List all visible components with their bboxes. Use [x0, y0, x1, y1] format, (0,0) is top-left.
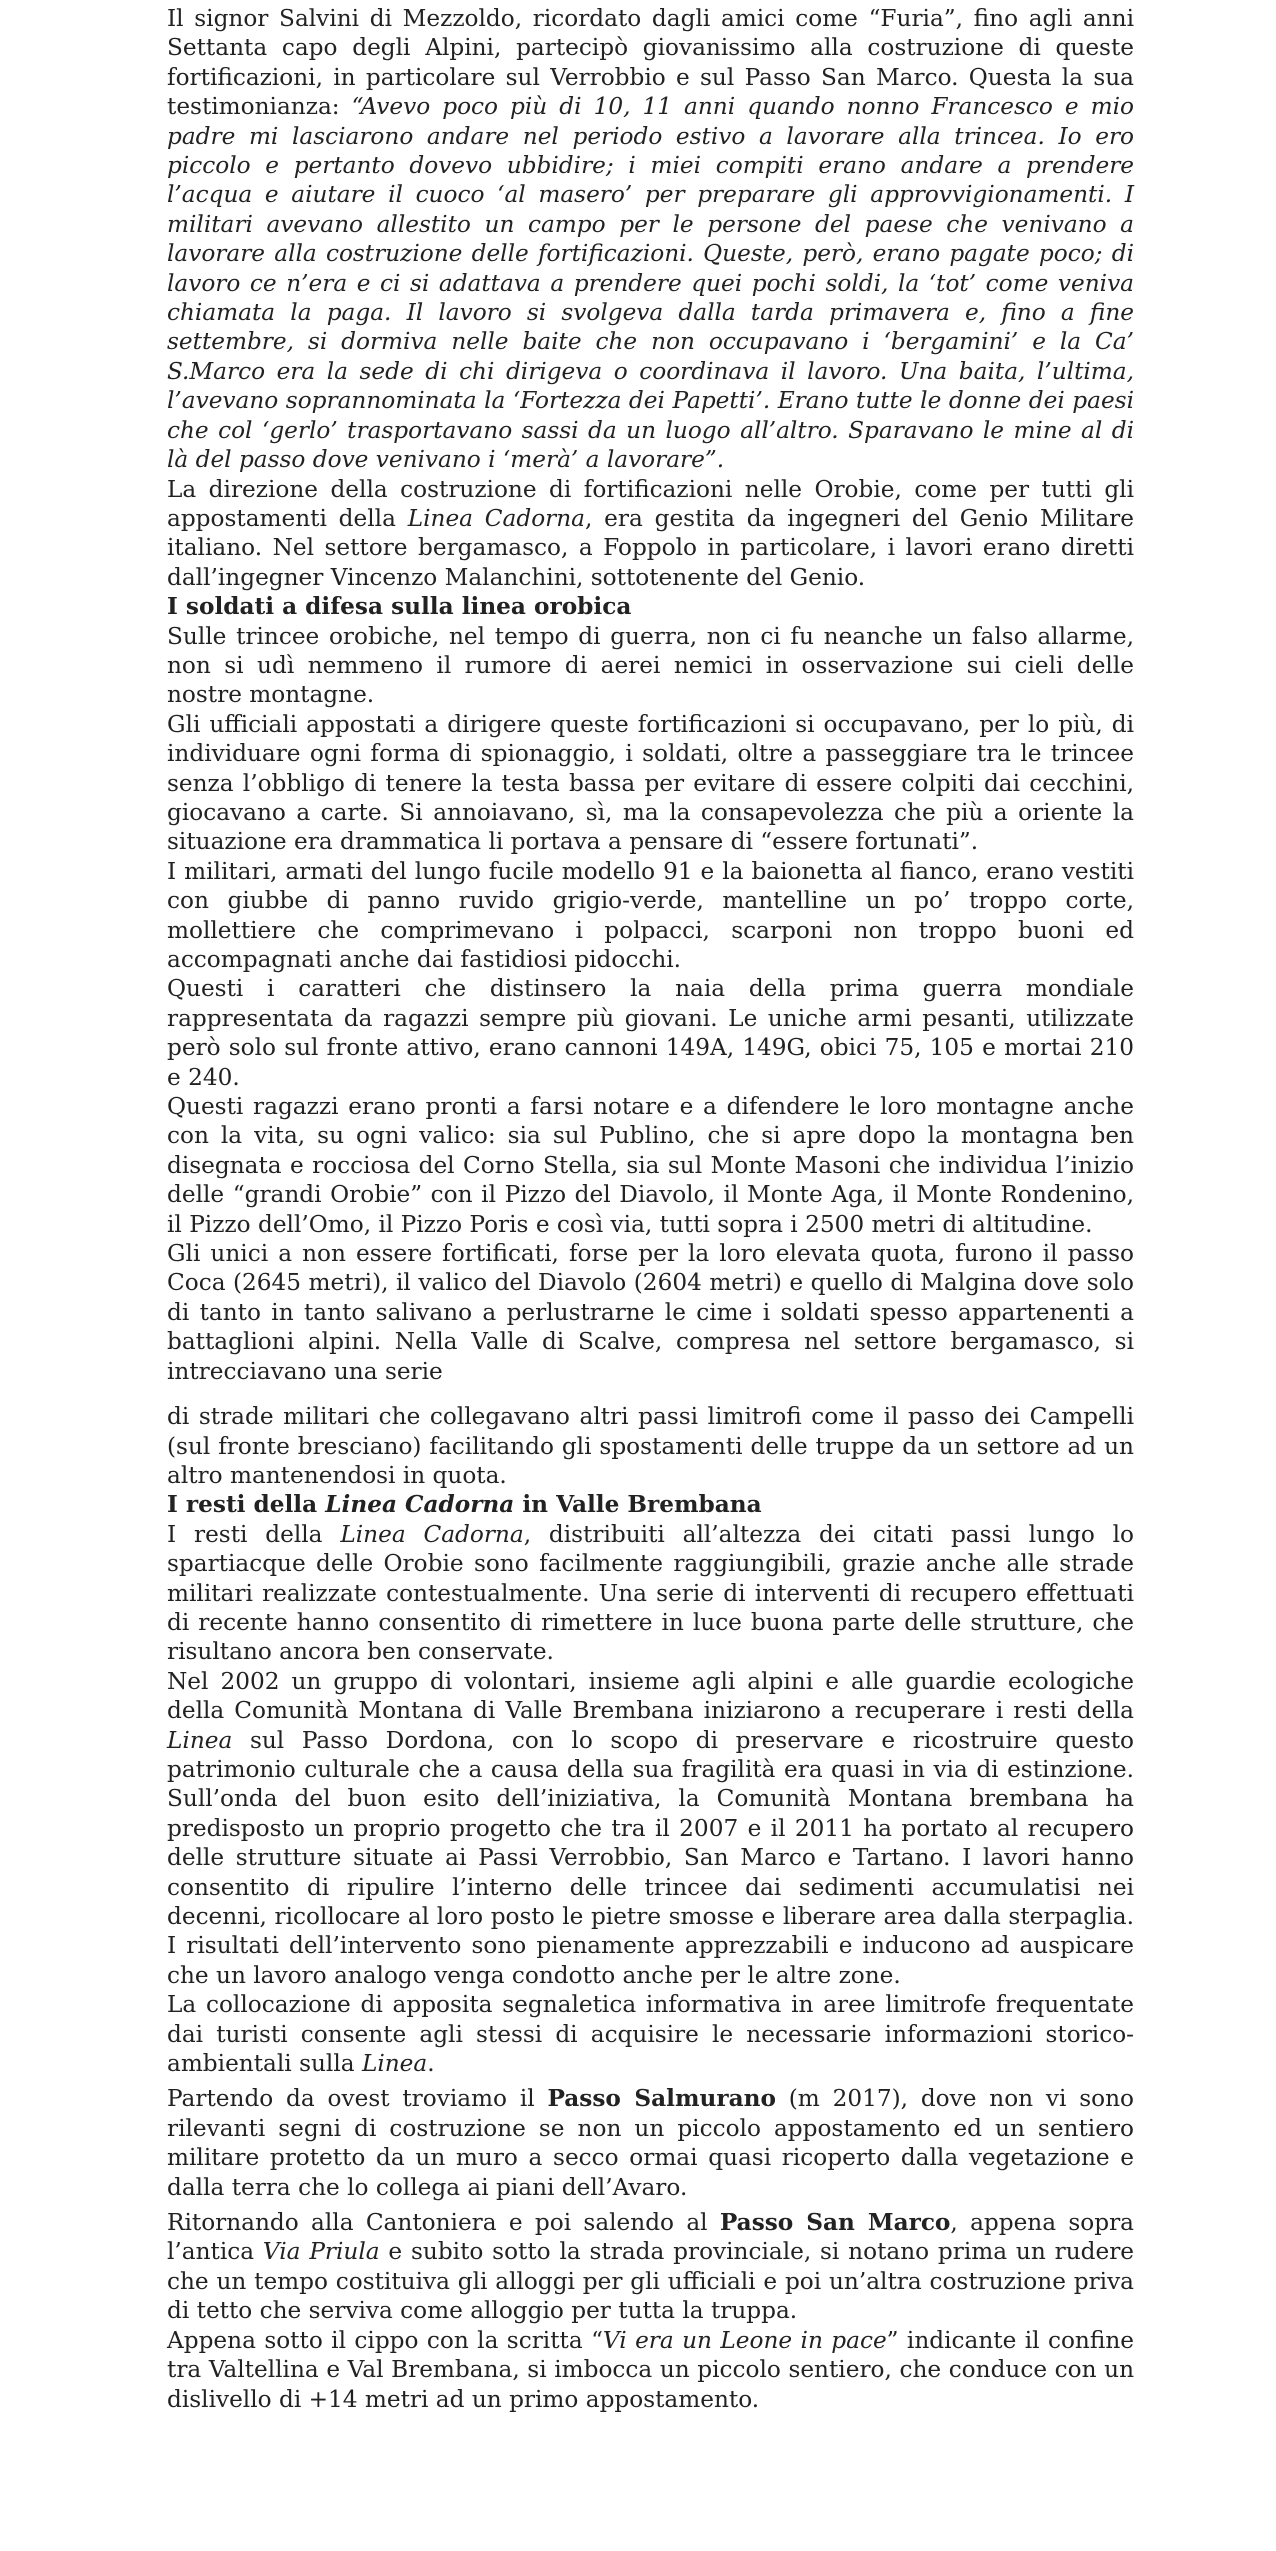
italic-term: Linea Cadorna	[340, 1520, 524, 1548]
paragraph-text: sul Passo Dordona, con lo scopo di preservare e ricostruire questo patrimonio culturale che a causa della sua fragilità era quasi in via di estinzione. Sull’onda del buon esito dell’iniziativa, la Comunità Montana brembana ha predisposto un proprio progetto che tra il 2007 e il 2011 ha portato al recupero delle strutture situate ai Passi Verrobbio, San Marco e Tartano. I lavori hanno consentito di ripulire l’interno delle trincee dai sedimenti accumulatisi nei decenni, ricollocare al loro posto le pietre smosse e liberare area dalla sterpaglia. I risultati dell’intervento sono pienamente apprezzabili e inducono ad auspicare che un lavoro analogo venga condotto anche per le altre zone.	[167, 1726, 1134, 1989]
quoted-testimony: “Avevo poco più di 10, 11 anni quando nonno Francesco e mio padre mi lasciarono andare nel periodo estivo a lavorare alla trincea. Io ero piccolo e pertanto dovevo ubbidire; i miei compiti erano andare a prendere l’acqua e aiutare il cuoco ‘al masero’ per preparare gli approvvigionamenti. I militari avevano allestito un campo per le persone del paese che venivano a lavorare alla costruzione delle fortificazioni. Queste, però, erano pagate poco; di lavoro ce n’era e ci si adattava a prendere quei pochi soldi, la ‘tot’ come veniva chiamata la paga. Il lavoro si svolgeva dalla tarda primavera e, fino a fine settembre, si dormiva nelle baite che non occupavano i ‘bergamini’ e la Ca’ S.Marco era la sede di chi dirigeva o coordinava il lavoro. Una baita, l’ultima, l’avevano soprannominata la ‘Fortezza dei Papetti’. Erano tutte le donne dei paesi che col ‘gerlo’ trasportavano sassi da un luogo all’altro. Sparavano le mine al di là del passo dove venivano i ‘merà’ a lavorare”.	[167, 93, 1135, 474]
paragraph-direzione	[167, 475, 1134, 593]
paragraph-text: La collocazione di apposita segnaletica informativa in aree limitrofe frequentate dai turisti consente agli stessi di acquisire le necessarie informazioni storico-ambientali sulla	[167, 1991, 1134, 2078]
paragraph-segnaletica	[167, 1990, 1134, 2078]
italic-term: Linea	[167, 1726, 233, 1754]
paragraph-non-fortificati: Gli unici a non essere fortificati, forse per la loro elevata quota, furono il passo Coca (2645 metri), il valico del Diavolo (2604 metri) e quello di Malgina dove solo di tanto in tanto salivano a perlustrarne le cime i soldati spesso appartenenti a battaglioni alpini. Nella Valle di Scalve, compresa nel settore bergamasco, si intrecciavano una serie	[167, 1240, 1134, 1385]
paragraph-text: (m 2017), dove non vi sono rilevanti segni di costruzione se non un piccolo appostamento ed un sentiero militare protetto da un muro a secco ormai quasi ricoperto dalla vegetazione e dalla terra che lo collega ai piani dell’Avaro.	[167, 2085, 1134, 2201]
paragraph-text: La direzione della costruzione di fortificazioni nelle Orobie, come per tutti gli appostamenti della	[167, 475, 1134, 532]
paragraph-salmurano	[167, 2084, 1134, 2202]
paragraph-strade-militari: di strade militari che collegavano altri passi limitrofi come il passo dei Campelli (sul fronte bresciano) facilitando gli spostamenti delle truppe da un settore ad un altro mantenendosi in quota.	[167, 1403, 1134, 1489]
paragraph-volontari	[167, 1667, 1134, 1990]
paragraph-text: ” indicante il confine tra Valtellina e Val Brembana, si imbocca un piccolo sentiero, che conduce con un dislivello di +14 metri ad un primo appostamento.	[167, 2326, 1134, 2413]
paragraph-valichi: Questi ragazzi erano pronti a farsi notare e a difendere le loro montagne anche con la vita, su ogni valico: sia sul Publino, che si apre dopo la montagna ben disegnata e rocciosa del Corno Stella, sia sul Monte Masoni che individua l’inizio delle “grandi Orobie” con il Pizzo del Diavolo, il Monte Aga, il Monte Rondenino, il Pizzo dell’Omo, il Pizzo Poris e così via, tutti sopra i 2500 metri di altitudine.	[167, 1093, 1134, 1238]
paragraph-resti	[167, 1520, 1134, 1667]
document-page	[167, 4, 1134, 2414]
paragraph-text: , appena sopra l’antica	[167, 2209, 1134, 2266]
italic-term: Linea Cadorna	[325, 1491, 515, 1519]
bold-place-name: Passo Salmurano	[547, 2085, 776, 2113]
paragraph-text: Appena sotto il cippo con la scritta “	[167, 2326, 603, 2354]
paragraph-text: e subito sotto la strada provinciale, si notano prima un rudere che un tempo costituiva gli alloggi per gli ufficiali e poi un’altra costruzione priva di tetto che serviva come alloggio per tutta la truppa.	[167, 2238, 1134, 2325]
italic-term: Linea Cadorna	[407, 504, 586, 532]
paragraph-text: Ritornando alla Cantoniera e poi salendo al	[167, 2209, 720, 2237]
heading-text: I resti della	[167, 1491, 326, 1519]
paragraph-trincee: Sulle trincee orobiche, nel tempo di guerra, non ci fu neanche un falso allarme, non si udì nemmeno il rumore di aerei nemici in osservazione sui cieli delle nostre montagne.	[167, 622, 1134, 709]
bold-place-name: Passo San Marco	[719, 2209, 951, 2237]
paragraph-text: , distribuiti all’altezza dei citati passi lungo lo spartiacque delle Orobie sono facilmente raggiungibili, grazie anche alle strade militari realizzate contestualmente. Una serie di interventi di recupero effettuati di recente hanno consentito di rimettere in luce buona parte delle strutture, che risultano ancora ben conservate.	[167, 1520, 1134, 1666]
paragraph-militari: I militari, armati del lungo fucile modello 91 e la baionetta al fianco, erano vestiti con giubbe di panno ruvido grigio-verde, mantelline un po’ troppo corte, mollettiere che comprimevano i polpacci, scarponi non troppo buoni ed accompagnati anche dai fastidiosi pidocchi.	[167, 857, 1134, 973]
paragraph-naia: Questi i caratteri che distinsero la naia della prima guerra mondiale rappresentata da ragazzi sempre più giovani. Le uniche armi pesanti, utilizzate però solo sul fronte attivo, erano cannoni 149A, 149G, obici 75, 105 e mortai 210 e 240.	[167, 975, 1134, 1091]
paragraph-text: , era gestita da ingegneri del Genio Militare italiano. Nel settore bergamasco, a Foppolo in particolare, i lavori erano diretti dall’ingegner Vincenzo Malanchini, sottotenente del Genio.	[167, 504, 1134, 591]
italic-term: Linea	[361, 2050, 428, 2078]
paragraph-text: .	[427, 2050, 435, 2078]
paragraph-salvini-testimony	[167, 4, 1134, 475]
paragraph-text: I resti della	[167, 1520, 341, 1548]
paragraph-ufficiali: Gli ufficiali appostati a dirigere queste fortificazioni si occupavano, per lo più, di individuare ogni forma di spionaggio, i soldati, oltre a passeggiare tra le trincee senza l’obbligo di tenere la testa bassa per evitare di essere colpiti dai cecchini, giocavano a carte. Si annoiavano, sì, ma la consapevolezza che più a oriente la situazione era drammatica li portava a pensare di “essere fortunati”.	[167, 710, 1134, 856]
paragraph-text: Il signor Salvini di Mezzoldo, ricordato dagli amici come “Furia”, fino agli anni Settanta capo degli Alpini, partecipò giovanissimo alla costruzione di queste fortificazioni, in particolare sul Verrobbio e sul Passo San Marco. Questa la sua testimonianza:	[167, 5, 1134, 121]
paragraph-san-marco	[167, 2208, 1134, 2326]
paragraph-cippo	[167, 2326, 1134, 2414]
paragraph-text: Partendo da ovest troviamo il	[167, 2085, 548, 2113]
paragraph-text: Nel 2002 un gruppo di volontari, insieme agli alpini e alle guardie ecologiche della Comunità Montana di Valle Brembana iniziarono a recuperare i resti della	[167, 1667, 1134, 1725]
italic-inscription: Vi era un Leone in pace	[602, 2326, 887, 2354]
italic-term: Via Priula	[262, 2238, 380, 2266]
section-heading-resti	[167, 1490, 1134, 1519]
heading-text: in Valle Brembana	[514, 1491, 762, 1519]
section-heading-soldati: I soldati a difesa sulla linea orobica	[167, 593, 632, 621]
